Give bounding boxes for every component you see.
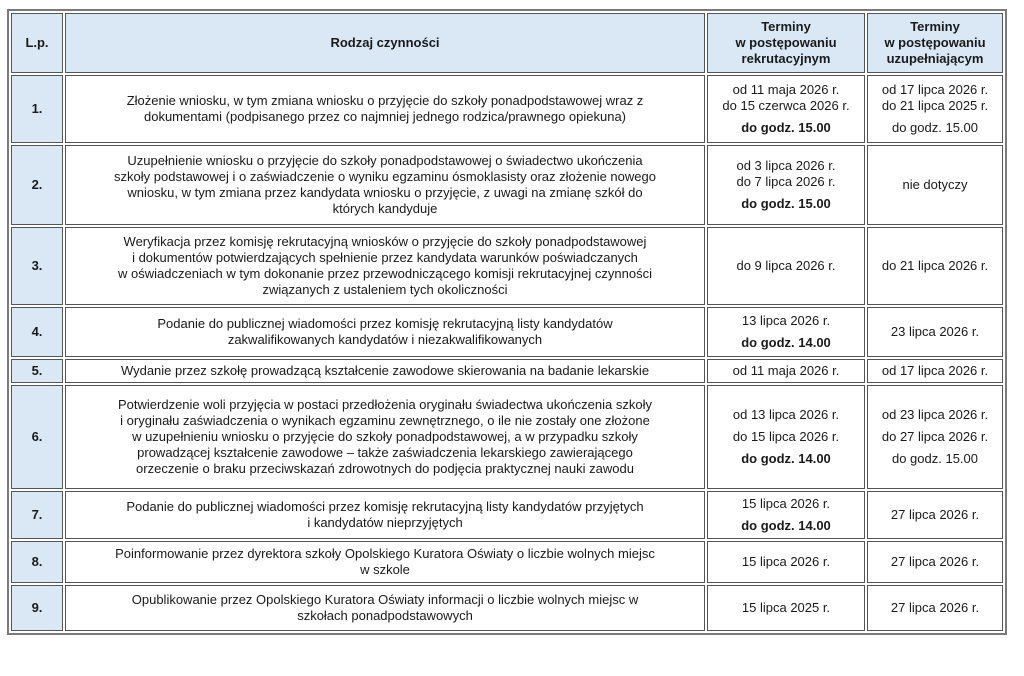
date-line: do 27 lipca 2026 r. [881, 429, 989, 444]
activity-line: Wydanie przez szkołę prowadzącą kształcenie zawodowe skierowania na badanie lekarskie [120, 363, 650, 378]
supplementary-deadline [867, 541, 1003, 583]
time-deadline: do godz. 15.00 [741, 196, 831, 211]
header-row [11, 13, 1003, 73]
activity-line: zakwalifikowanych kandydatów i niezakwalifikowanych [227, 332, 543, 347]
row-number: 1. [11, 75, 63, 143]
table-row [11, 541, 1003, 583]
activity-line: Poinformowanie przez dyrektora szkoły Opolskiego Kuratora Oświaty o liczbie wolnych miejsc [115, 546, 655, 561]
date-line: 27 lipca 2026 r. [890, 507, 980, 522]
row-number: 3. [11, 227, 63, 305]
date-line: od 3 lipca 2026 r. [736, 158, 836, 173]
activity-line: szkołach ponadpodstawowych [297, 608, 473, 623]
recruitment-deadline [707, 307, 865, 357]
activity-description [65, 359, 705, 383]
date-line: do 9 lipca 2026 r. [736, 258, 836, 273]
schedule-table-container [7, 9, 1003, 635]
activity-line: w uzupełnieniu wniosku o przyjęcie do szkoły ponadpodstawowej, a w przypadku szkoły [132, 429, 638, 444]
supplementary-deadline [867, 227, 1003, 305]
supplementary-deadline [867, 359, 1003, 383]
header-activity: Rodzaj czynności [65, 13, 705, 73]
date-line: 15 lipca 2025 r. [741, 600, 831, 615]
header-lp: L.p. [11, 13, 63, 73]
row-number: 4. [11, 307, 63, 357]
activity-description [65, 385, 705, 489]
date-line: od 11 maja 2026 r. [732, 82, 840, 97]
recruitment-deadline [707, 359, 865, 383]
table-row [11, 75, 1003, 143]
date-line: nie dotyczy [902, 177, 968, 192]
recruitment-deadline [707, 585, 865, 631]
activity-description [65, 145, 705, 225]
activity-line: w oświadczeniach w tym dokonanie przez przewodniczącego komisji rekrutacyjnej czynności [118, 266, 652, 281]
activity-line: Potwierdzenie woli przyjęcia w postaci przedłożenia oryginału świadectwa ukończenia szkoły [118, 397, 652, 412]
table-row [11, 385, 1003, 489]
table-row [11, 307, 1003, 357]
recruitment-deadline [707, 145, 865, 225]
activity-description [65, 541, 705, 583]
date-line: do 21 lipca 2025 r. [881, 98, 989, 113]
row-number: 9. [11, 585, 63, 631]
activity-line: Uzupełnienie wniosku o przyjęcie do szkoły ponadpodstawowej o świadectwo ukończenia [127, 153, 643, 168]
supplementary-deadline [867, 585, 1003, 631]
activity-line: wniosku, w tym zmiana przez kandydata wniosku o przyjęcie, z uwagi na zmianę szkół do [127, 185, 643, 200]
date-line: od 23 lipca 2026 r. [881, 407, 989, 422]
activity-description [65, 585, 705, 631]
activity-line: Podanie do publicznej wiadomości przez komisję rekrutacyjną listy kandydatów przyjętych [126, 499, 644, 514]
activity-description [65, 227, 705, 305]
time-deadline: do godz. 15.00 [891, 120, 979, 135]
activity-line: dokumentami (podpisanego przez co najmniej jednego rodzica/prawnego opiekuna) [143, 109, 627, 124]
row-number: 7. [11, 491, 63, 539]
date-line: do 7 lipca 2026 r. [736, 174, 836, 189]
date-line: od 13 lipca 2026 r. [732, 407, 840, 422]
table-row [11, 359, 1003, 383]
supplementary-deadline [867, 75, 1003, 143]
header-supplementary: Terminy w postępowaniu uzupełniającym [867, 13, 1003, 73]
activity-description [65, 491, 705, 539]
date-line: do 15 czerwca 2026 r. [722, 98, 850, 113]
date-line: od 17 lipca 2026 r. [881, 363, 989, 378]
table-row [11, 585, 1003, 631]
activity-line: orzeczenie o braku przeciwskazań zdrowotnych do podjęcia praktycznej nauki zawodu [136, 461, 634, 476]
activity-line: Opublikowanie przez Opolskiego Kuratora Oświaty informacji o liczbie wolnych miejsc w [131, 592, 639, 607]
date-line: 15 lipca 2026 r. [741, 496, 831, 511]
recruitment-deadline [707, 541, 865, 583]
supplementary-deadline [867, 385, 1003, 489]
recruitment-deadline [707, 75, 865, 143]
activity-line: Weryfikacja przez komisję rekrutacyjną wniosków o przyjęcie do szkoły ponadpodstawowej [123, 234, 647, 249]
date-line: 15 lipca 2026 r. [741, 554, 831, 569]
time-deadline: do godz. 15.00 [741, 120, 831, 135]
activity-line: związanych z ustaleniem tych okoliczności [262, 282, 508, 297]
activity-line: w szkole [360, 562, 410, 577]
activity-line: i oryginału zaświadczenia o wynikach egzaminu zewnętrznego, o ile nie zostały one złożone [120, 413, 650, 428]
activity-line: i kandydatów nieprzyjętych [307, 515, 463, 530]
activity-line: szkoły podstawowej i o zaświadczenie o wyniku egzaminu ósmoklasisty oraz złożenie nowego [114, 169, 656, 184]
recruitment-schedule-table [7, 9, 1007, 635]
activity-line: Złożenie wniosku, w tym zmiana wniosku o przyjęcie do szkoły ponadpodstawowej wraz z [126, 93, 644, 108]
time-deadline: do godz. 14.00 [741, 335, 831, 350]
date-line: do godz. 15.00 [891, 451, 979, 466]
date-line: 13 lipca 2026 r. [741, 313, 831, 328]
time-deadline: do godz. 14.00 [741, 451, 831, 466]
supplementary-deadline [867, 491, 1003, 539]
date-line: 27 lipca 2026 r. [890, 600, 980, 615]
date-line: od 17 lipca 2026 r. [881, 82, 989, 97]
table-row [11, 491, 1003, 539]
date-line: do 15 lipca 2026 r. [732, 429, 840, 444]
supplementary-deadline [867, 145, 1003, 225]
recruitment-deadline [707, 491, 865, 539]
header-recruitment: Terminy w postępowaniu rekrutacyjnym [707, 13, 865, 73]
activity-description [65, 307, 705, 357]
activity-line: których kandyduje [332, 201, 438, 216]
row-number: 2. [11, 145, 63, 225]
table-row [11, 227, 1003, 305]
supplementary-deadline [867, 307, 1003, 357]
recruitment-deadline [707, 385, 865, 489]
date-line: 23 lipca 2026 r. [890, 324, 980, 339]
activity-line: Podanie do publicznej wiadomości przez komisję rekrutacyjną listy kandydatów [157, 316, 613, 331]
table-row [11, 145, 1003, 225]
row-number: 6. [11, 385, 63, 489]
row-number: 8. [11, 541, 63, 583]
activity-line: i dokumentów potwierdzających spełnienie przez kandydata warunków poświadczanych [132, 250, 638, 265]
recruitment-deadline [707, 227, 865, 305]
row-number: 5. [11, 359, 63, 383]
time-deadline: do godz. 14.00 [741, 518, 831, 533]
date-line: od 11 maja 2026 r. [732, 363, 840, 378]
date-line: do 21 lipca 2026 r. [881, 258, 989, 273]
activity-description [65, 75, 705, 143]
date-line: 27 lipca 2026 r. [890, 554, 980, 569]
activity-line: prowadzącej kształcenie zawodowe – także zaświadczenia lekarskiego zawierającego [137, 445, 633, 460]
